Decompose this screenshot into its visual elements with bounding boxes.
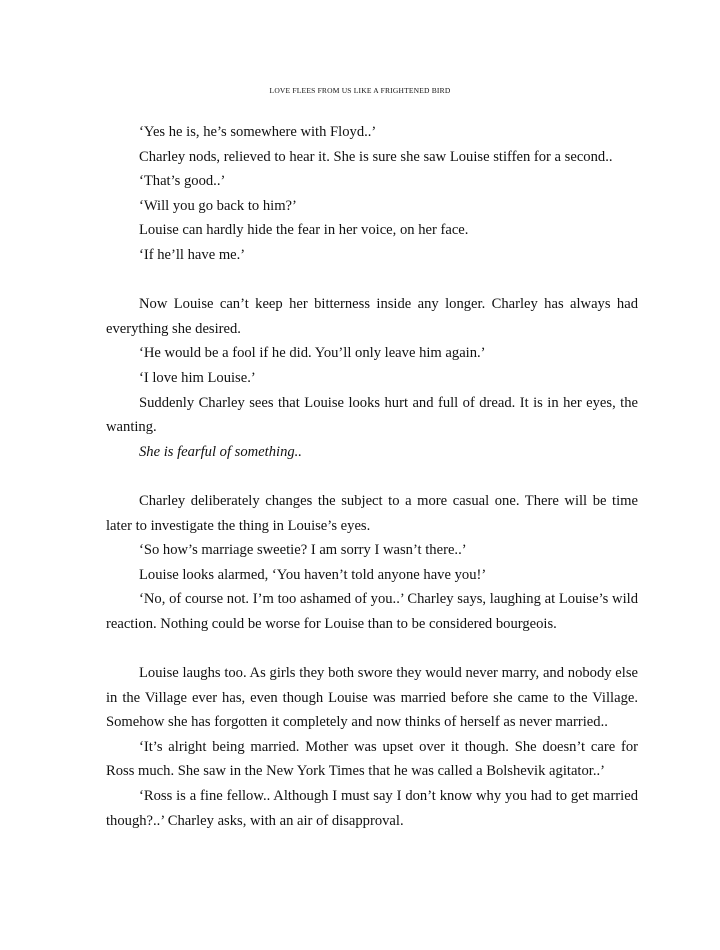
paragraph-spacer bbox=[106, 636, 638, 661]
paragraph-3: ‘That’s good..’ bbox=[139, 173, 226, 190]
paragraph-spacer bbox=[106, 268, 638, 293]
paragraph-spacer bbox=[106, 464, 638, 489]
paragraph-4: ‘Will you go back to him?’ bbox=[139, 197, 297, 214]
paragraph-5: Louise can hardly hide the fear in her voice, on her face. bbox=[139, 222, 469, 239]
paragraph-10: Suddenly Charley sees that Louise looks hurt and full of dread. It is in her eyes, the wanting. bbox=[106, 394, 638, 436]
running-header: LOVE FLEES FROM US LIKE A FRIGHTENED BIRD bbox=[269, 86, 451, 95]
paragraph-12: Charley deliberately changes the subject to a more casual one. There will be time later to investigate the thing in Louise’s eyes. bbox=[106, 492, 638, 534]
paragraph-9: ‘I love him Louise.’ bbox=[139, 369, 256, 386]
paragraph-16: Louise laughs too. As girls they both swore they would never marry, and nobody else in the Village ever has, even though Louise was married before she came to the Village. Somehow she has forgotten it completely and now thinks of herself as never married.. bbox=[106, 665, 638, 731]
paragraph-6: ‘If he’ll have me.’ bbox=[139, 246, 246, 263]
paragraph-17: ‘It’s alright being married. Mother was upset over it though. She doesn’t care for Ross much. She saw in the New York Times that he was called a Bolshevik agitator..’ bbox=[106, 738, 638, 780]
body-text bbox=[106, 120, 638, 833]
paragraph-15: ‘No, of course not. I’m too ashamed of you..’ Charley says, laughing at Louise’s wild reaction. Nothing could be worse for Louise than to be considered bourgeois. bbox=[106, 591, 638, 632]
paragraph-2: Charley nods, relieved to hear it. She is sure she saw Louise stiffen for a second.. bbox=[139, 148, 613, 165]
paragraph-18: ‘Ross is a fine fellow.. Although I must say I don’t know why you had to get married though?..’ Charley asks, with an air of disapproval. bbox=[106, 788, 638, 829]
paragraph-11-italic: She is fearful of something.. bbox=[139, 443, 302, 460]
paragraph-7: Now Louise can’t keep her bitterness inside any longer. Charley has always had everything she desired. bbox=[106, 296, 638, 337]
paragraph-14: Louise looks alarmed, ‘You haven’t told anyone have you!’ bbox=[139, 566, 487, 583]
paragraph-13: ‘So how’s marriage sweetie? I am sorry I wasn’t there..’ bbox=[139, 542, 467, 559]
paragraph-8: ‘He would be a fool if he did. You’ll only leave him again.’ bbox=[139, 345, 486, 362]
paragraph-1: ‘Yes he is, he’s somewhere with Floyd..’ bbox=[139, 124, 377, 140]
